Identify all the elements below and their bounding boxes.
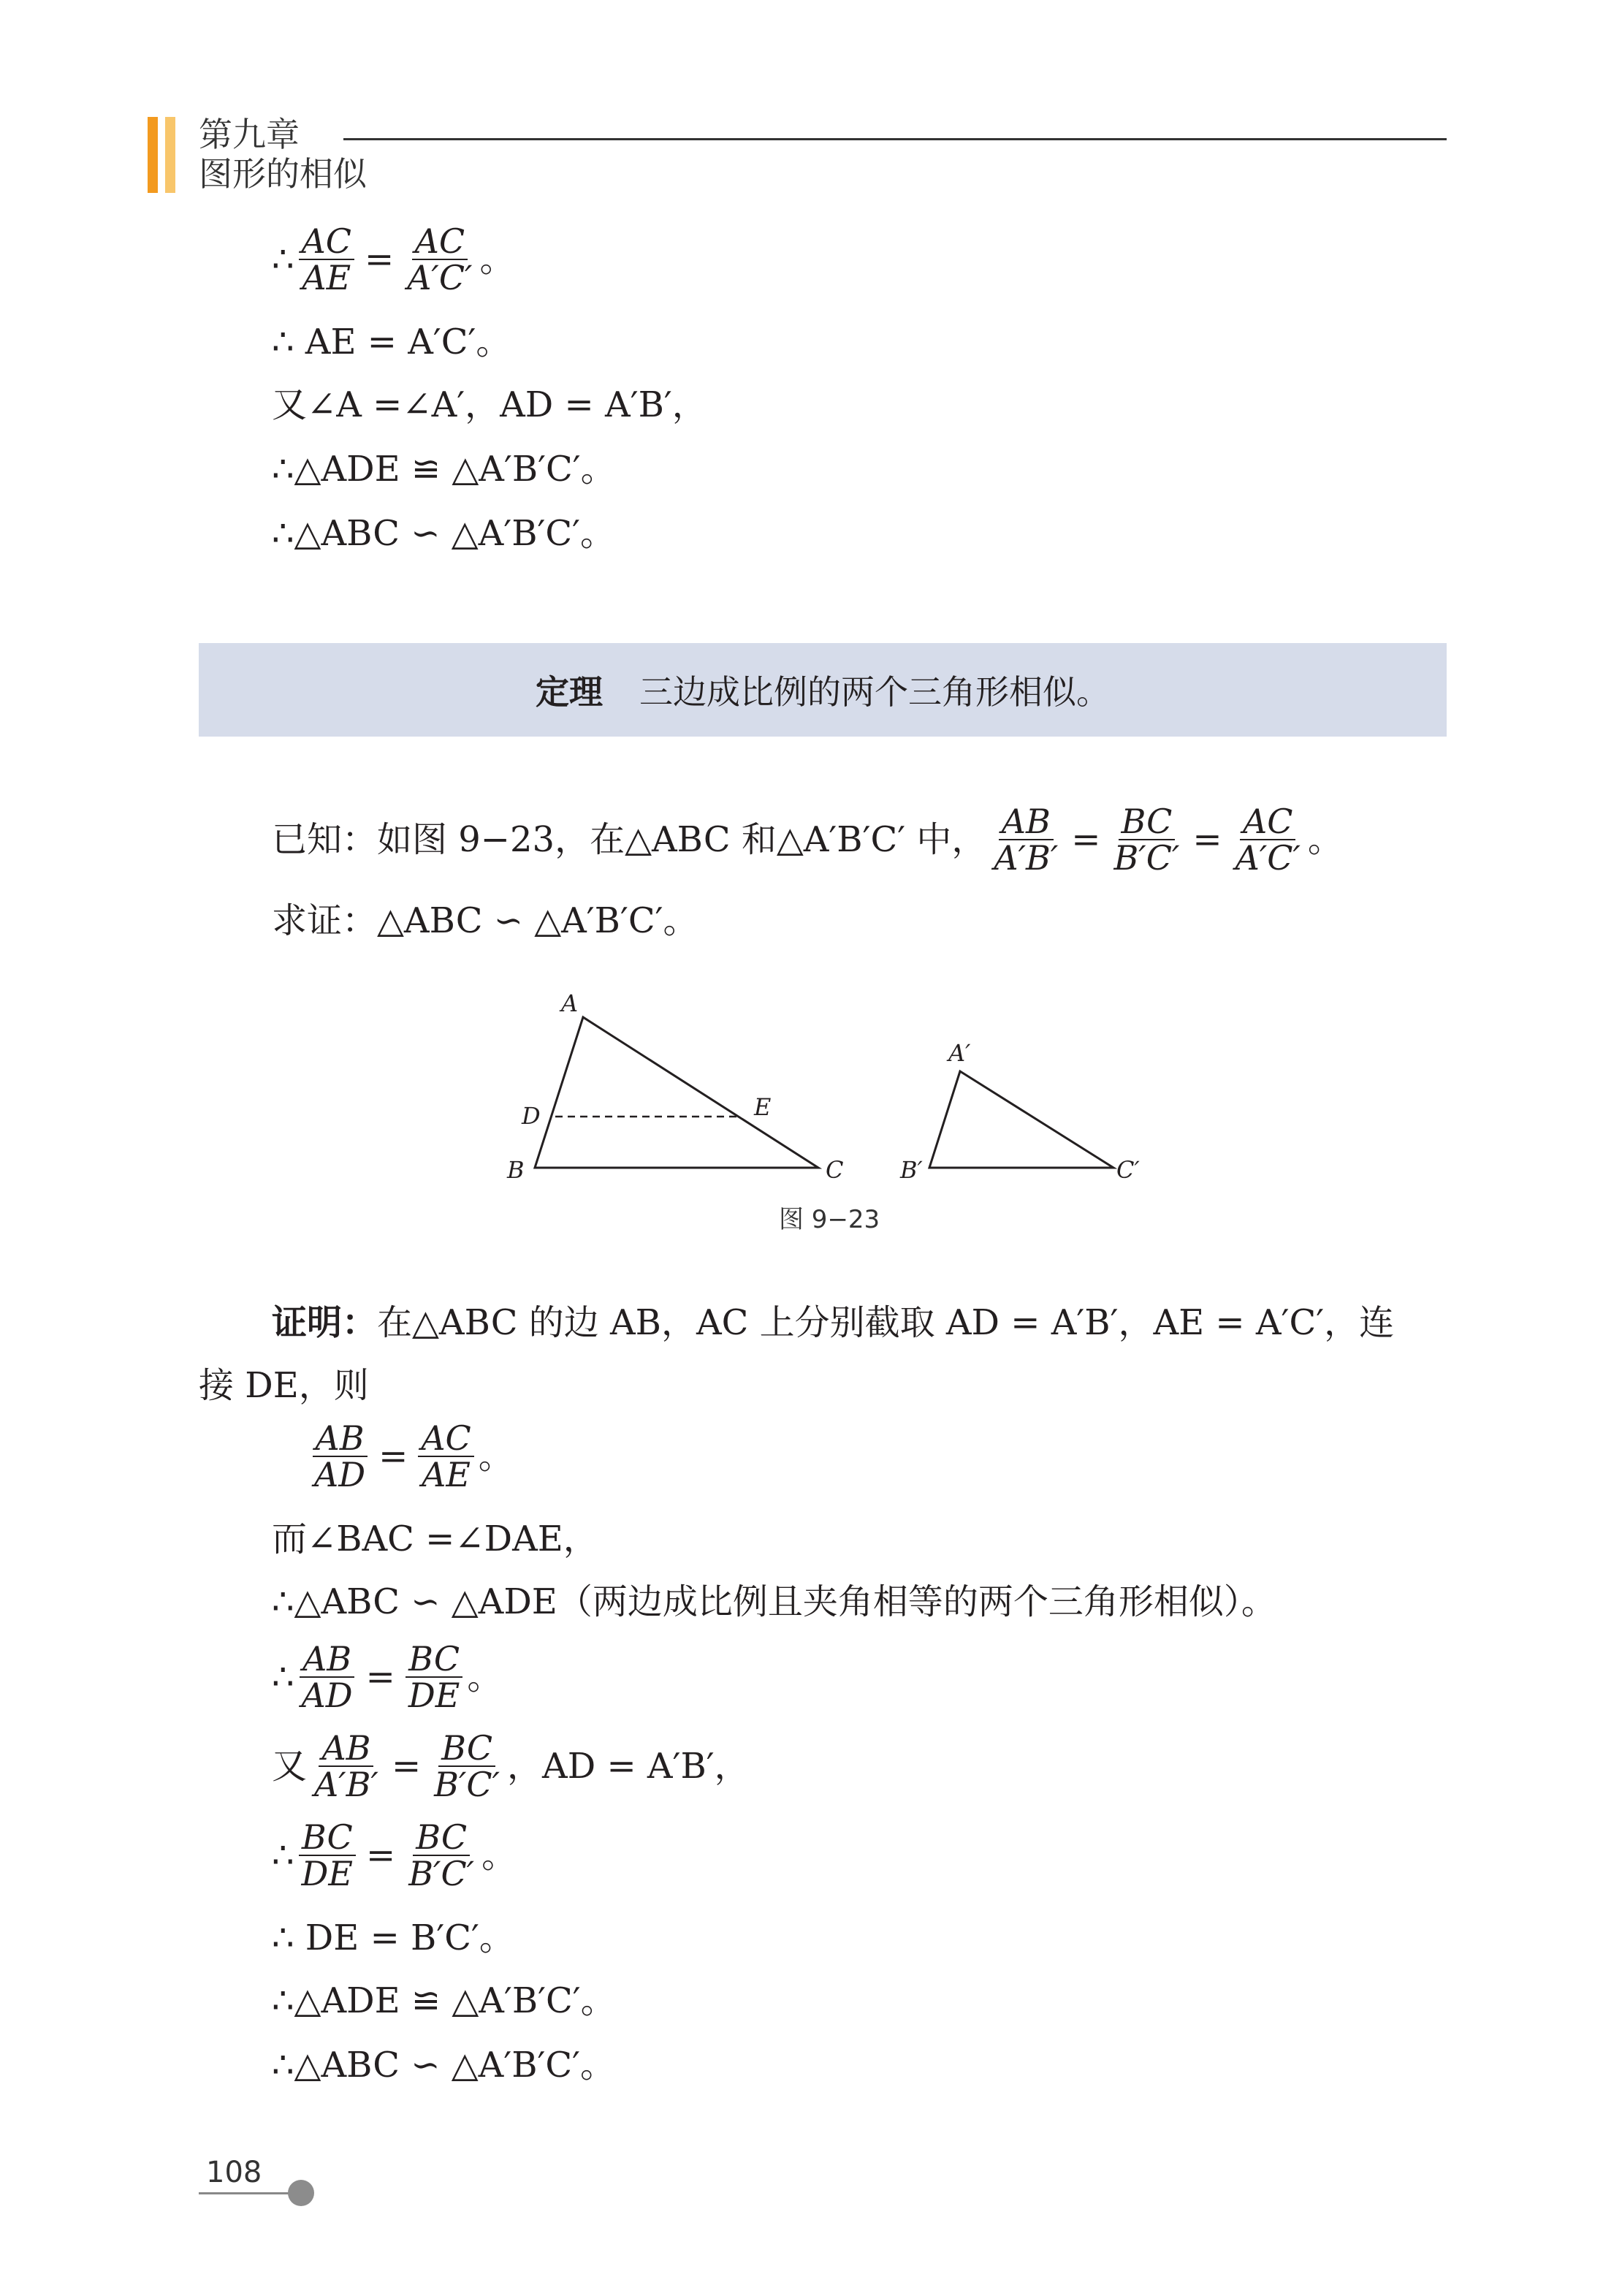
proof-line-5: ∴△ABC ∽ △ADE（两边成比例且夹角相等的两个三角形相似）。 — [272, 1581, 1276, 1622]
top-proof-line-1: ∴ $\frac{AC}{AE}$ = $\frac{AC}{A'C'}$ 。 — [272, 221, 515, 297]
label-E: E — [754, 1093, 772, 1121]
fraction: $\frac{AC}{AE}$ — [418, 1421, 473, 1492]
label-B-prime: B′ — [900, 1156, 923, 1184]
label-B: B — [507, 1156, 525, 1184]
header-accent-bar — [148, 117, 158, 193]
proof-line-11: ∴△ABC ∽ △A′B′C′。 — [272, 2045, 616, 2086]
top-proof-line-2: ∴ AE = A′C′。 — [272, 322, 511, 362]
top-proof-line-4: ∴△ADE ≌ △A′B′C′。 — [272, 449, 616, 490]
header-rule — [343, 138, 1447, 140]
figure-9-23 — [482, 979, 1184, 1257]
theorem-label: 定理 — [536, 672, 603, 712]
proof-line-2: 接 DE，则 — [199, 1365, 369, 1406]
fraction: $\frac{AC}{A'C'}$ — [407, 221, 473, 297]
proof-line-9: ∴ DE = B′C′。 — [272, 1917, 514, 1958]
fraction: $\frac{AB}{A'B'}$ — [994, 802, 1059, 878]
page-number-rule — [199, 2192, 294, 2194]
triangle-abc — [535, 1017, 818, 1168]
page-number: 108 — [206, 2156, 262, 2189]
header-accent-bar-light — [165, 117, 175, 193]
label-A: A — [561, 989, 579, 1017]
label-C-prime: C′ — [1116, 1156, 1140, 1184]
fraction: $\frac{BC}{B'C'}$ — [434, 1728, 500, 1804]
figure-caption: 图 9−23 — [779, 1205, 880, 1234]
label-C: C — [826, 1156, 844, 1184]
fraction: $\frac{BC}{B'C'}$ — [408, 1817, 475, 1893]
proof-line-4: 而∠BAC =∠DAE， — [272, 1518, 598, 1559]
fraction: $\frac{BC}{B'C'}$ — [1113, 802, 1180, 878]
fraction: $\frac{BC}{DE}$ — [299, 1820, 356, 1891]
proof-line-6: ∴ $\frac{AB}{AD}$ = $\frac{BC}{DE}$ 。 — [272, 1639, 503, 1715]
theorem-box — [199, 643, 1447, 737]
fraction: $\frac{BC}{DE}$ — [406, 1641, 462, 1713]
proof-line-8: ∴ $\frac{BC}{DE}$ = $\frac{BC}{B'C'}$ 。 — [272, 1817, 517, 1893]
page-number-dot — [288, 2180, 314, 2206]
fraction: $\frac{AB}{A'B'}$ — [314, 1728, 378, 1804]
fraction: $\frac{AB}{AD}$ — [299, 1641, 356, 1713]
proof-line-7: 又 $\frac{AB}{A'B'}$ = $\frac{BC}{B'C'}$ ，AD = A′B′， — [272, 1728, 750, 1804]
label-D: D — [522, 1102, 541, 1130]
chapter-number: 第九章 — [199, 115, 300, 154]
given-line: 已知：如图 9−23，在△ABC 和△A′B′C′ 中， $\frac{AB}{A'B'}$ = $\frac{BC}{B'C'}$ = $\frac{AC}{A'C'}$ 。 — [272, 802, 1343, 878]
proof-line-10: ∴△ADE ≌ △A′B′C′。 — [272, 1980, 616, 2021]
triangle-a2b2c2 — [929, 1071, 1113, 1168]
proof-line-3: $\frac{AB}{AD}$ = $\frac{AC}{AE}$ 。 — [307, 1421, 514, 1492]
theorem-text: 三边成比例的两个三角形相似。 — [639, 672, 1110, 712]
chapter-title: 图形的相似 — [199, 154, 367, 194]
proof-label: 证明： — [272, 1302, 378, 1343]
proof-line-1: 证明： 在△ABC 的边 AB，AC 上分别截取 AD = A′B′，AE = A′C′，连 — [272, 1302, 1395, 1343]
fraction: $\frac{AB}{AD}$ — [311, 1421, 368, 1492]
top-proof-line-5: ∴△ABC ∽ △A′B′C′。 — [272, 513, 616, 554]
top-proof-line-3: 又∠A =∠A′，AD = A′B′， — [272, 384, 707, 425]
fraction: $\frac{AC}{AE}$ — [299, 224, 354, 295]
fraction: $\frac{AC}{A'C'}$ — [1235, 802, 1301, 878]
label-A-prime: A′ — [948, 1039, 971, 1067]
prove-line: 求证：△ABC ∽ △A′B′C′。 — [272, 900, 698, 941]
